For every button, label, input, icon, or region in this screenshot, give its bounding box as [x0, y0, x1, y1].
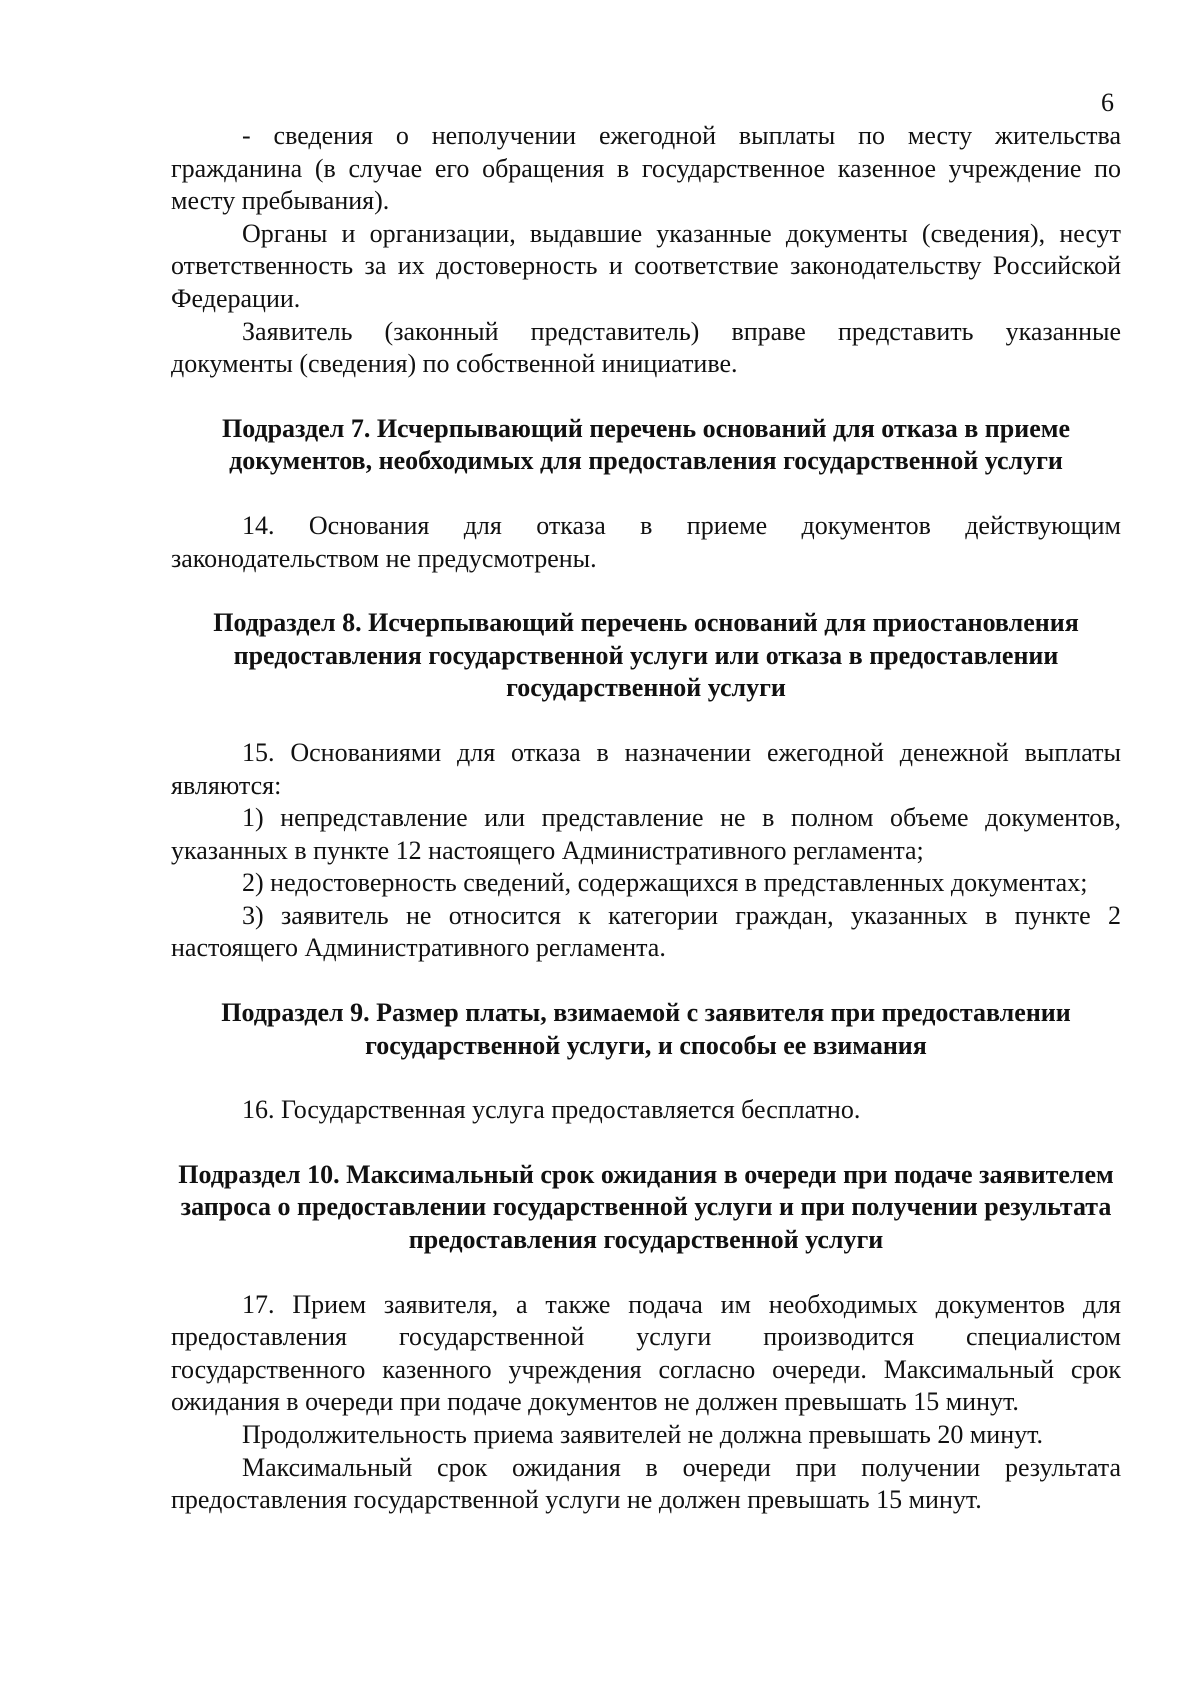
section-8-heading: Подраздел 8. Исчерпывающий перечень оснований для приостановления предоставления государственной услуги или отказа в предоставлении государственной услуги — [213, 608, 1079, 703]
document-body — [171, 120, 1121, 1517]
paragraph-result-waiting-time: Максимальный срок ожидания в очереди при получении результата предоставления государственной услуги не должен превышать 15 минут. — [171, 1452, 1121, 1515]
paragraph-applicant-initiative: Заявитель (законный представитель) вправе представить указанные документы (сведения) по собственной инициативе. — [171, 316, 1121, 379]
section-9-heading: Подраздел 9. Размер платы, взимаемой с заявителя при предоставлении государственной услуги, и способы ее взимания — [221, 998, 1071, 1060]
paragraph-16: 16. Государственная услуга предоставляется бесплатно. — [242, 1095, 861, 1125]
section-7-heading: Подраздел 7. Исчерпывающий перечень оснований для отказа в приеме документов, необходимых для предоставления государственной услуги — [221, 413, 1071, 476]
paragraph-15: 15. Основаниями для отказа в назначении ежегодной денежной выплаты являются: — [171, 737, 1121, 800]
section-10-heading: Подраздел 10. Максимальный срок ожидания в очереди при подаче заявителем запроса о предоставлении государственной услуги и при получении результата предоставления государственной услуги — [178, 1159, 1114, 1255]
paragraph-15-item-3: 3) заявитель не относится к категории граждан, указанных в пункте 2 настоящего Административного регламента. — [171, 900, 1121, 963]
paragraph-organs-responsibility: Органы и организации, выдавшие указанные документы (сведения), несут ответственность за их достоверность и соответствие законодательству Российской Федерации. — [171, 218, 1121, 313]
paragraph-15-item-1: 1) непредставление или представление не в полном объеме документов, указанных в пункте 12 настоящего Административного регламента; — [171, 803, 1121, 865]
paragraph-15-item-2: 2) недостоверность сведений, содержащихся в представленных документах; — [242, 868, 1088, 898]
paragraph-nonreceipt-info: - сведения о неполучении ежегодной выплаты по месту жительства гражданина (в случае его обращения в государственное казенное учреждение по месту пребывания). — [171, 121, 1121, 216]
paragraph-reception-duration: Продолжительность приема заявителей не должна превышать 20 минут. — [242, 1420, 1044, 1449]
page-number: 6 — [1101, 88, 1114, 117]
paragraph-14: 14. Основания для отказа в приеме документов действующим законодательством не предусмотрены. — [171, 510, 1121, 573]
paragraph-17: 17. Прием заявителя, а также подача им необходимых документов для предоставления государственной услуги производится специалистом государственного казенного учреждения согласно очереди. Максимальный срок ожидания в очереди при подаче документов не должен превышать 15 минут. — [171, 1289, 1121, 1417]
